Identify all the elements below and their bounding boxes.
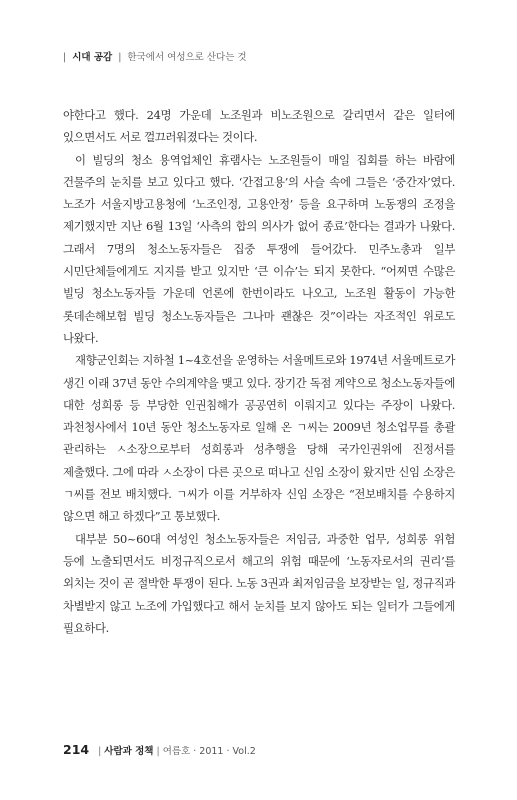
footer-separator-2: | — [156, 746, 160, 757]
journal-name: 사람과 정책 — [104, 746, 154, 757]
header-separator-mid: | — [118, 52, 122, 63]
footer-separator: | — [98, 746, 102, 757]
paragraph-4: 대부분 50~60대 여성인 청소노동자들은 저임금, 과중한 업무, 성희롱 위험 등에 노출되면서도 비정규직으로서 해고의 위험 때문에 ‘노동자로서의 권리’를 외치는 것이 곧 절박한 투쟁이 된다. 노동 3권과 최저임금을 보장받는 일, 정규직과 차별받지 않고 노조에 가입했다고 해서 눈치를 보지 않아도 되는 일터가 그들에게 필요하다. — [63, 531, 455, 635]
page-footer — [63, 742, 256, 757]
paragraph-1: 야한다고 했다. 24명 가운데 노조원과 비노조원으로 갈리면서 같은 일터에 있으면서도 서로 껄끄러워졌다는 것이다. — [63, 108, 455, 145]
body-text — [63, 104, 455, 639]
paragraph-2: 이 빌딩의 청소 용역업체인 휴램사는 노조원들이 매일 집회를 하는 바람에 건물주의 눈치를 보고 있다고 했다. ‘간접고용’의 사슬 속에 그들은 ‘중간자’였다. 노조가 서울지방고용청에 ‘노조인정, 고용안정’ 등을 요구하며 노동쟁의 조정을 제기했지만 지난 6월 13일 ‘사측의 합의 의사가 없어 종료’한다는 결과가 나왔다. 그래서 7명의 청소노동자들은 집중 투쟁에 들어갔다. 민주노총과 일부 시민단체들에게도 지지를 받고 있지만 ‘큰 이슈’는 되지 못한다. “어찌면 수많은 빌딩 청소노동자들 가운데 언론에 한번이라도 나오고, 노조원 활동이 가능한 롯데손해보험 빌딩 청소노동자들은 그나마 괜찮은 것”이라는 자조적인 위로도 나왔다. — [63, 152, 455, 345]
section-title: 시대 공감 — [72, 52, 113, 63]
paragraph-3: 재향군인회는 지하철 1~4호선을 운영하는 서울메트로와 1974년 서울메트로가 생긴 이래 37년 동안 수의계약을 맺고 있다. 장기간 독점 계약으로 청소노동자들에 대한 성희롱 등 부당한 인권침해가 공공연히 이뤄지고 있다는 주장이 나왔다. 과천청사에서 10년 동안 청소노동자로 일해 온 ㄱ씨는 2009년 청소업무를 총괄 관리하는 ㅅ소장으로부터 성희롱과 성추행을 당해 국가인권위에 진정서를 제출했다. 그에 따라 ㅅ소장이 다른 곳으로 떠나고 신임 소장이 왔지만 신임 소장은 ㄱ씨를 전보 배치했다. ㄱ씨가 이를 거부하자 신임 소장은 “전보배치를 수용하지 않으면 해고 하겠다”고 통보했다. — [63, 353, 455, 524]
running-head — [63, 49, 247, 63]
header-separator-left: | — [63, 52, 67, 63]
book-title: 한국에서 여성으로 산다는 것 — [127, 52, 247, 63]
journal-issue: 여름호 · 2011 · Vol.2 — [162, 746, 256, 757]
page-number: 214 — [63, 742, 90, 757]
